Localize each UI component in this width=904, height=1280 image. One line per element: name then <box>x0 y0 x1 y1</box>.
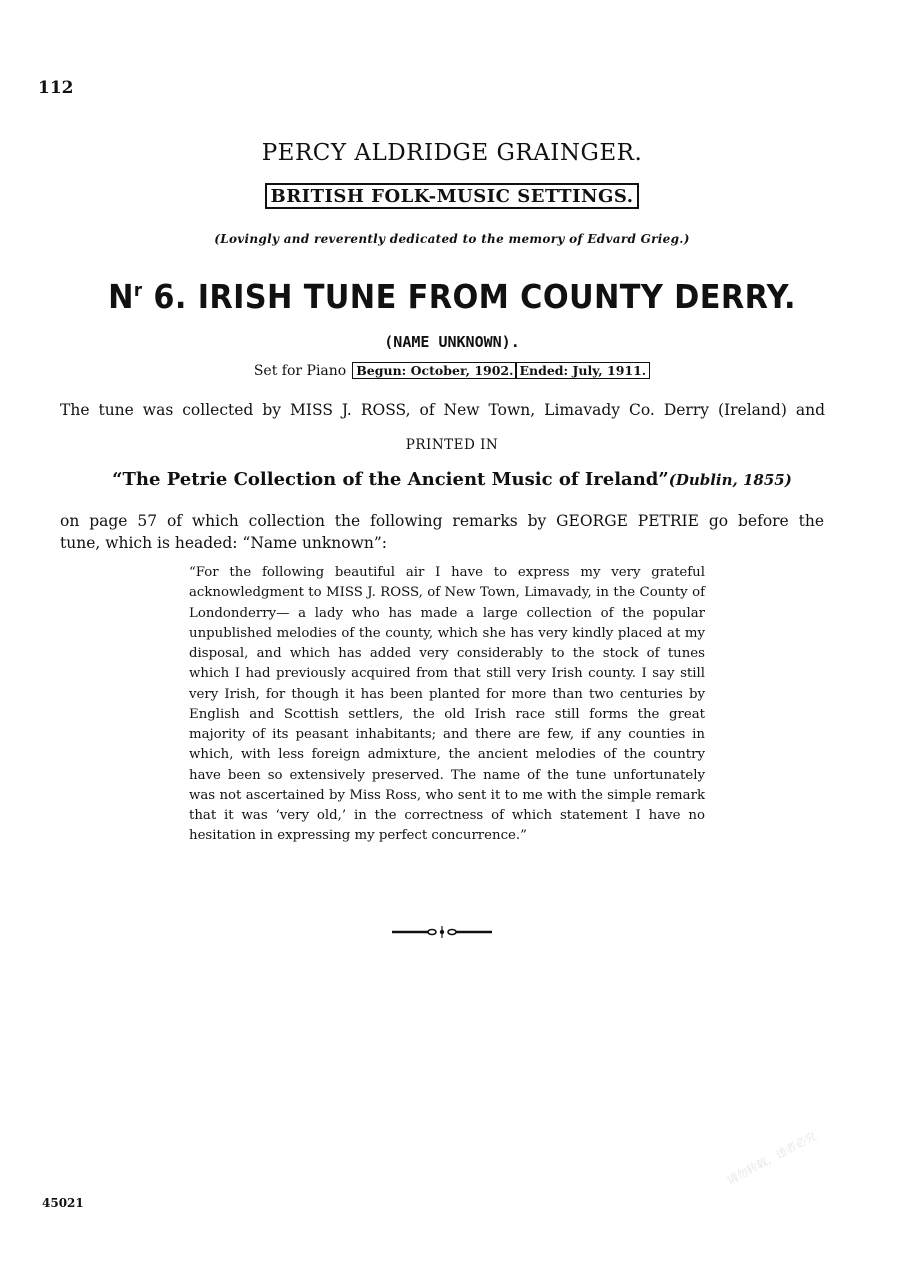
collection-publication: (Dublin, 1855) <box>668 471 792 489</box>
watermark: 请勿转载，违者必究 <box>724 1129 819 1188</box>
page-number: 112 <box>38 78 74 98</box>
piece-subtitle: (NAME UNKNOWN). <box>384 333 520 351</box>
composer-name: PERCY ALDRIDGE GRAINGER. <box>261 140 643 166</box>
plate-number: 45021 <box>42 1196 84 1210</box>
dedication: (Lovingly and reverently dedicated to the memory of Edvard Grieg.) <box>214 232 690 246</box>
collection-title <box>0 469 904 490</box>
printed-in-label: PRINTED IN <box>405 437 499 453</box>
ended-date-box: Ended: July, 1911. <box>515 362 650 379</box>
title-number-prefix: N <box>108 277 134 316</box>
series-title-box: BRITISH FOLK-MUSIC SETTINGS. <box>265 183 640 209</box>
collected-by-text: The tune was collected by MISS J. ROSS, of New Town, Limavady Co. Derry (Ireland) and <box>60 401 825 419</box>
intro-line-1: on page 57 of which collection the following remarks by GEORGE PETRIE go before the <box>60 512 824 530</box>
title-number-sup: r <box>133 280 143 301</box>
begun-date-box: Begun: October, 1902. <box>352 362 517 379</box>
series-heading <box>0 183 904 209</box>
ornament-divider-icon <box>392 922 492 942</box>
title-main: 6. IRISH TUNE FROM COUNTY DERRY. <box>142 277 796 316</box>
collection-name: “The Petrie Collection of the Ancient Music of Ireland” <box>112 469 669 490</box>
intro-paragraph <box>60 510 824 554</box>
setting-line <box>0 362 904 379</box>
petrie-quote: “For the following beautiful air I have to express my very grateful acknowledgment to MISS J. ROSS, of New Town, Limavady, in the County of Londonderry— a lady who has made a large collection of the popular unpublished melodies of the county, which she has very kindly placed at my disposal, and which has added very considerably to the stock of tunes which I had previously acquired from that still very Irish county. I say still very Irish, for though it has been planted for more than two centuries by English and Scottish settlers, the old Irish race still forms the great majority of its peasant inhabitants; and there are few, if any counties in which, with less foreign admixture, the ancient melodies of the country have been so extensively preserved. The name of the tune unfortunately was not ascertained by Miss Ross, who sent it to me with the simple remark that it was ‘very old,’ in the correctness of which statement I have no hesitation in expressing my perfect concurrence.” <box>189 565 705 844</box>
piece-title <box>36 277 868 316</box>
setting-label: Set for Piano <box>253 363 347 379</box>
intro-line-2: tune, which is headed: “Name unknown”: <box>60 534 388 552</box>
